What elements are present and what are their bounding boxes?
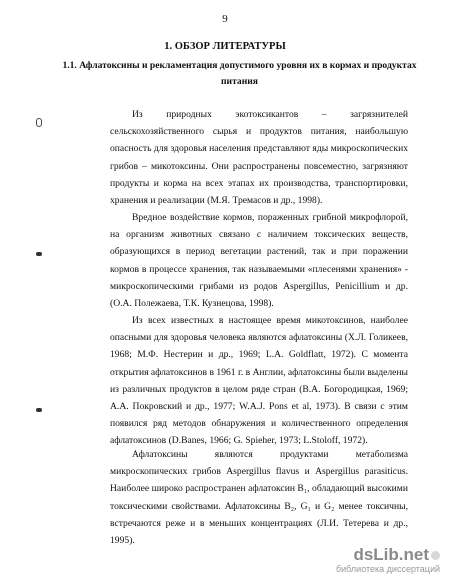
watermark-dot-icon bbox=[431, 551, 440, 560]
paragraph-4: Афлатоксины являются продуктами метаболизма микроскопических грибов Aspergillus flavus и Aspergillus parasiticus. Наиболее широко распространен афлатоксин B₁, обладающий высокими токсическими свойствами. Афлатоксины B₂, G₁ и G₂ менее токсичны, встречаются реже и в меньших концентрациях (Л.И. Тетерева и др., 1995). bbox=[110, 449, 408, 547]
watermark-logo bbox=[336, 546, 440, 564]
watermark bbox=[336, 546, 440, 574]
section-heading: 1.1. Афлатоксины и рекламентация допустимого уровня их в кормах и продуктах питания bbox=[62, 60, 417, 87]
chapter-heading: 1. ОБЗОР ЛИТЕРАТУРЫ bbox=[164, 41, 286, 52]
paragraph-3: Из всех известных в настоящее время микотоксинов, наиболее опасными для здоровья человека являются афлатоксины (Х.Л. Голикеев, 1968; М.Ф. Нестерин и др., 1969; L.A. Goldflatt, 1972). С момента открытия афлатоксинов в 1961 г. в Англии, афлатоксины были выделены из различных продуктов в целом ряде стран (В.А. Богородицкая, 1969; А.А. Покровский и др., 1977; W.A.J. Pons et al, 1973). В связи с этим появился ряд методов обнаружения и количественного определения афлатоксинов (D.Banes, 1966; G. Spieher, 1973; L.Stoloff, 1972). bbox=[110, 315, 409, 447]
page-number: 9 bbox=[222, 13, 228, 25]
scan-mark-3 bbox=[36, 408, 42, 412]
watermark-tagline: библиотека диссертаций bbox=[335, 564, 440, 574]
paragraph-1: Из природных экотоксикантов – загрязнителей сельскохозяйственного сырья и продуктов питания, наибольшую опасность для здоровья населения представляют яды микроскопических грибов – микотоксины. Они распространены повсеместно, загрязняют продукты и корма на всех этапах их производства, транспортировки, хранения и реализации (М.Я. Тремасов и др., 1998). bbox=[110, 109, 408, 207]
scan-mark-1 bbox=[36, 118, 42, 127]
paragraph-2: Вредное воздействие кормов, пораженных грибной микрофлорой, на организм животных связано с наличием токсических веществ, образующихся в период вегетации растений, так и при поражении кормов в процессе хранения, так называемыми «плесенями хранения» - микроскопическими грибами из родов Aspergillus, Penicillium и др. (О.А. Полежаева, Т.К. Кузнецова, 1998). bbox=[110, 212, 408, 310]
scan-mark-2 bbox=[36, 252, 42, 256]
watermark-logo-text: dsLib.net bbox=[353, 545, 429, 564]
